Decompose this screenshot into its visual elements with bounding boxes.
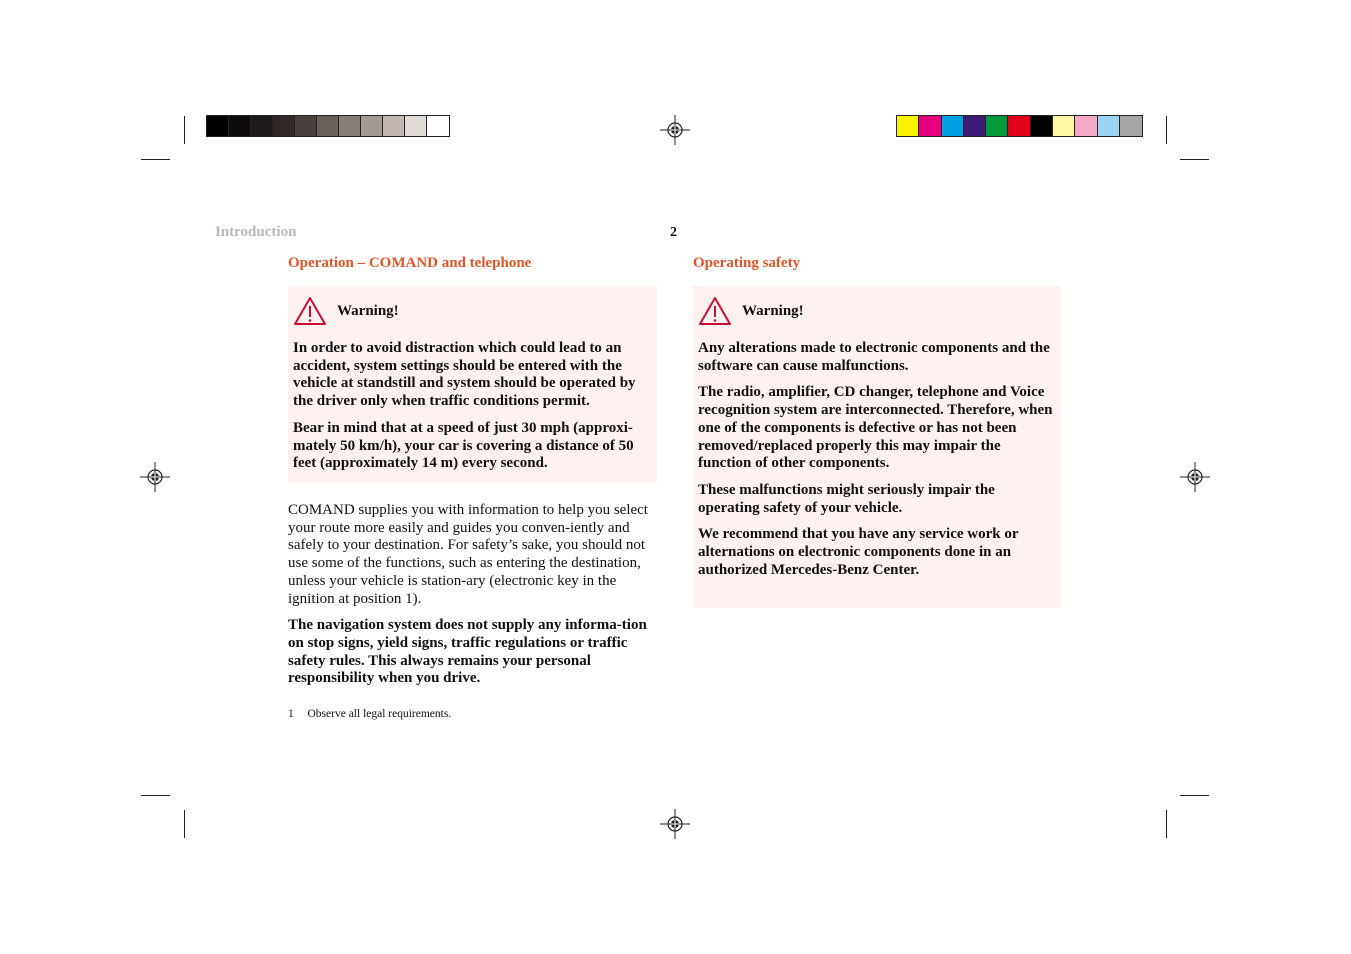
color-swatch	[339, 116, 361, 136]
crop-mark	[1166, 810, 1167, 838]
color-swatch	[942, 116, 964, 136]
color-swatch	[1031, 116, 1053, 136]
footnote	[288, 708, 451, 720]
warning-paragraph: These malfunctions might seriously impair the operating safety of your vehicle.	[698, 481, 995, 516]
crop-mark	[141, 795, 170, 796]
color-swatch	[383, 116, 405, 136]
left-column-heading: Operation – COMAND and telephone	[288, 255, 532, 271]
color-calibration-strip	[896, 115, 1143, 137]
footnote-text: Observe all legal requirements.	[307, 708, 452, 720]
color-swatch	[295, 116, 317, 136]
color-swatch	[986, 116, 1008, 136]
color-swatch	[1120, 116, 1142, 136]
color-swatch	[919, 116, 941, 136]
color-swatch	[207, 116, 229, 136]
footnote-mark: 1	[288, 708, 294, 720]
color-swatch	[1075, 116, 1097, 136]
color-swatch	[1098, 116, 1120, 136]
color-swatch	[964, 116, 986, 136]
page-number: 2	[670, 225, 677, 240]
warning-title: Warning!	[742, 302, 804, 319]
right-column-heading: Operating safety	[693, 255, 801, 271]
registration-target-icon	[1180, 462, 1210, 492]
warning-paragraph: The radio, amplifier, CD changer, telephone and Voice recognition system are interconnected. Therefore, when one of the components is defective or has not been removed/replaced properly this may impair the function of other components.	[698, 384, 1053, 472]
left-body	[288, 502, 657, 697]
crop-mark	[184, 810, 185, 838]
warning-paragraph: We recommend that you have any service work or alternations on electronic components done in an authorized Mercedes-Benz Center.	[698, 526, 1019, 578]
crop-mark	[141, 159, 170, 160]
registration-target-icon	[660, 809, 690, 839]
grayscale-calibration-strip	[206, 115, 450, 137]
crop-mark	[1180, 159, 1209, 160]
crop-mark	[184, 116, 185, 144]
warning-paragraph: In order to avoid distraction which could lead to an accident, system settings should be entered with the vehicle at standstill and system should be operated by the driver only when traffic conditions permit.	[293, 340, 636, 410]
warning-paragraph: Any alterations made to electronic components and the software can cause malfunctions.	[698, 340, 1050, 374]
color-swatch	[251, 116, 273, 136]
color-swatch	[361, 116, 383, 136]
color-swatch	[317, 116, 339, 136]
right-warning-box	[693, 286, 1061, 608]
crop-mark	[1180, 795, 1209, 796]
warning-title-row	[698, 296, 1055, 326]
registration-target-icon	[660, 115, 690, 145]
section-label: Introduction	[215, 224, 297, 240]
left-warning-box	[288, 286, 657, 483]
registration-target-icon	[140, 462, 170, 492]
notice-paragraph: The navigation system does not supply any informa-tion on stop signs, yield signs, traffic regulations or traffic safety rules. This always remains your personal responsibility when you drive.	[288, 617, 647, 687]
color-swatch	[427, 116, 449, 136]
body-paragraph: COMAND supplies you with information to help you select your route more easily and guides you conven-iently and safely to your destination. For safety’s sake, you should not use some of the functions, such as entering the destination, unless your vehicle is station-ary (electronic key in the ignition at position 1).	[288, 502, 648, 607]
crop-mark	[1166, 116, 1167, 144]
warning-triangle-icon	[698, 296, 732, 326]
color-swatch	[1008, 116, 1030, 136]
warning-title: Warning!	[337, 302, 399, 319]
warning-paragraph: Bear in mind that at a speed of just 30 mph (approxi-mately 50 km/h), your car is covering a distance of 50 feet (approximately 14 m) every second.	[293, 419, 634, 472]
warning-title-row	[293, 296, 651, 326]
color-swatch	[1053, 116, 1075, 136]
color-swatch	[405, 116, 427, 136]
warning-triangle-icon	[293, 296, 327, 326]
color-swatch	[273, 116, 295, 136]
color-swatch	[897, 116, 919, 136]
color-swatch	[229, 116, 251, 136]
